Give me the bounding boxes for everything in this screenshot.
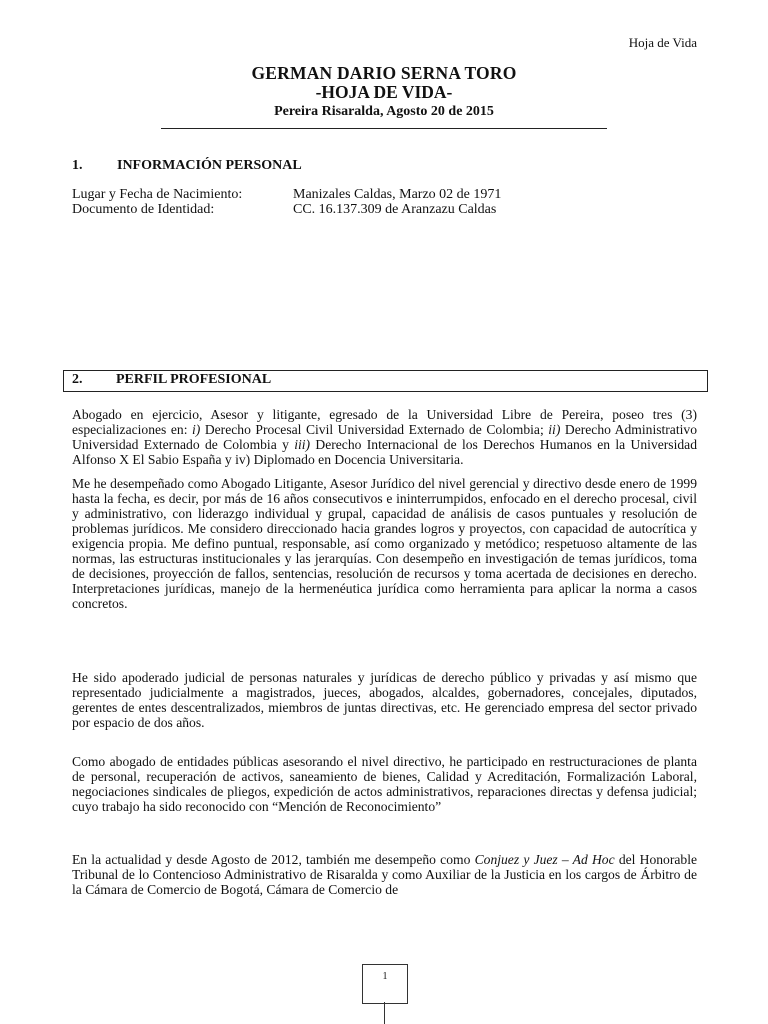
page-number: 1 xyxy=(382,971,388,982)
paragraph-text: Derecho Administrativo Universidad Externado de Colombia y xyxy=(72,422,697,452)
info-label: Documento de Identidad: xyxy=(72,202,215,217)
section-number: 1. xyxy=(72,158,83,173)
info-value: CC. 16.137.309 de Aranzazu Caldas xyxy=(293,202,497,217)
paragraph-text: Derecho Internacional de los Derechos Humanos en la Universidad Alfonso X El Sabio España y iv) Diplomado en Docencia Universitaria. xyxy=(72,437,697,467)
page-number-box xyxy=(362,964,408,1004)
list-marker: iii) xyxy=(294,437,311,452)
profile-paragraph-representation: He sido apoderado judicial de personas naturales y jurídicas de derecho público y privadas y así mismo que representado judicialmente a magistrados, jueces, abogados, alcaldes, gobernadores, concejales, diputados, gerentes de entes descentralizados, miembros de juntas directivas, etc. He gerenciado empresa del sector privado por espacio de dos años. xyxy=(72,670,697,730)
person-name: GERMAN DARIO SERNA TORO xyxy=(251,63,517,83)
profile-paragraph-public-entities: Como abogado de entidades públicas asesorando el nivel directivo, he participado en restructuraciones de planta de personal, recuperación de activos, saneamiento de bienes, Calidad y Acreditación, Formalización Laboral, negociaciones sindicales de pliegos, expedición de actos administrativos, reparaciones directas y defensa judicial; cuyo trabajo ha sido reconocido con “Mención de Reconocimiento” xyxy=(72,754,697,814)
paragraph-text: Abogado en ejercicio, Asesor y litigante, egresado de la Universidad Libre de Pereira, poseo tres (3) especializaciones en: xyxy=(72,407,697,437)
running-header: Hoja de Vida xyxy=(628,35,697,50)
section-title: PERFIL PROFESIONAL xyxy=(116,372,272,387)
page-number-stem xyxy=(384,1002,385,1024)
section-heading-professional-profile xyxy=(63,370,708,392)
paragraph-text: En la actualidad y desde Agosto de 2012, también me desempeño como xyxy=(72,852,475,867)
list-marker: i) xyxy=(192,422,201,437)
info-label: Lugar y Fecha de Nacimiento: xyxy=(72,187,243,202)
section-number: 2. xyxy=(72,372,83,387)
profile-paragraph-experience: Me he desempeñado como Abogado Litigante, Asesor Jurídico del nivel gerencial y directivo desde enero de 1999 hasta la fecha, es decir, por más de 16 años consecutivos e ininterrumpidos, enfocado en el derecho procesal, civil y administrativo, con liderazgo individual y grupal, capacidad de análisis de casos puntuales y resolución de problemas jurídicos. Me considero direccionado hacia grandes logros y proyectos, con capacidad de autocrítica y exigencia propia. Me defino puntual, responsable, así como organizado y metódico; respetuoso altamente de las normas, las estructuras institucionales y las jerarquías. Con desempeño en investigación de temas jurídicos, toma de decisiones, proyección de fallos, sentencias, resolución de recursos y toma acertada de decisiones en derecho. Interpretaciones jurídicas, manejo de la hermenéutica jurídica como herramienta para aplicar la norma a casos concretos. xyxy=(72,476,697,611)
place-date: Pereira Risaralda, Agosto 20 de 2015 xyxy=(274,104,494,119)
paragraph-text: Derecho Procesal Civil Universidad Externado de Colombia; xyxy=(200,422,549,437)
profile-paragraph-education xyxy=(72,407,697,467)
section-title: INFORMACIÓN PERSONAL xyxy=(117,158,302,173)
role-title: Conjuez y Juez – Ad Hoc xyxy=(474,852,615,867)
list-marker: ii) xyxy=(548,422,561,437)
paragraph-text: del Honorable Tribunal de lo Contencioso Administrativo de Risaralda y como Auxiliar de la Justicia en los cargos de Árbitro de la Cámara de Comercio de Bogotá, Cámara de Comercio de xyxy=(72,852,698,897)
profile-paragraph-current-roles xyxy=(72,852,697,897)
section-heading-personal-info xyxy=(72,158,712,176)
info-value: Manizales Caldas, Marzo 02 de 1971 xyxy=(293,187,502,202)
title-divider xyxy=(161,128,607,129)
document-subtitle: -HOJA DE VIDA- xyxy=(315,82,453,102)
